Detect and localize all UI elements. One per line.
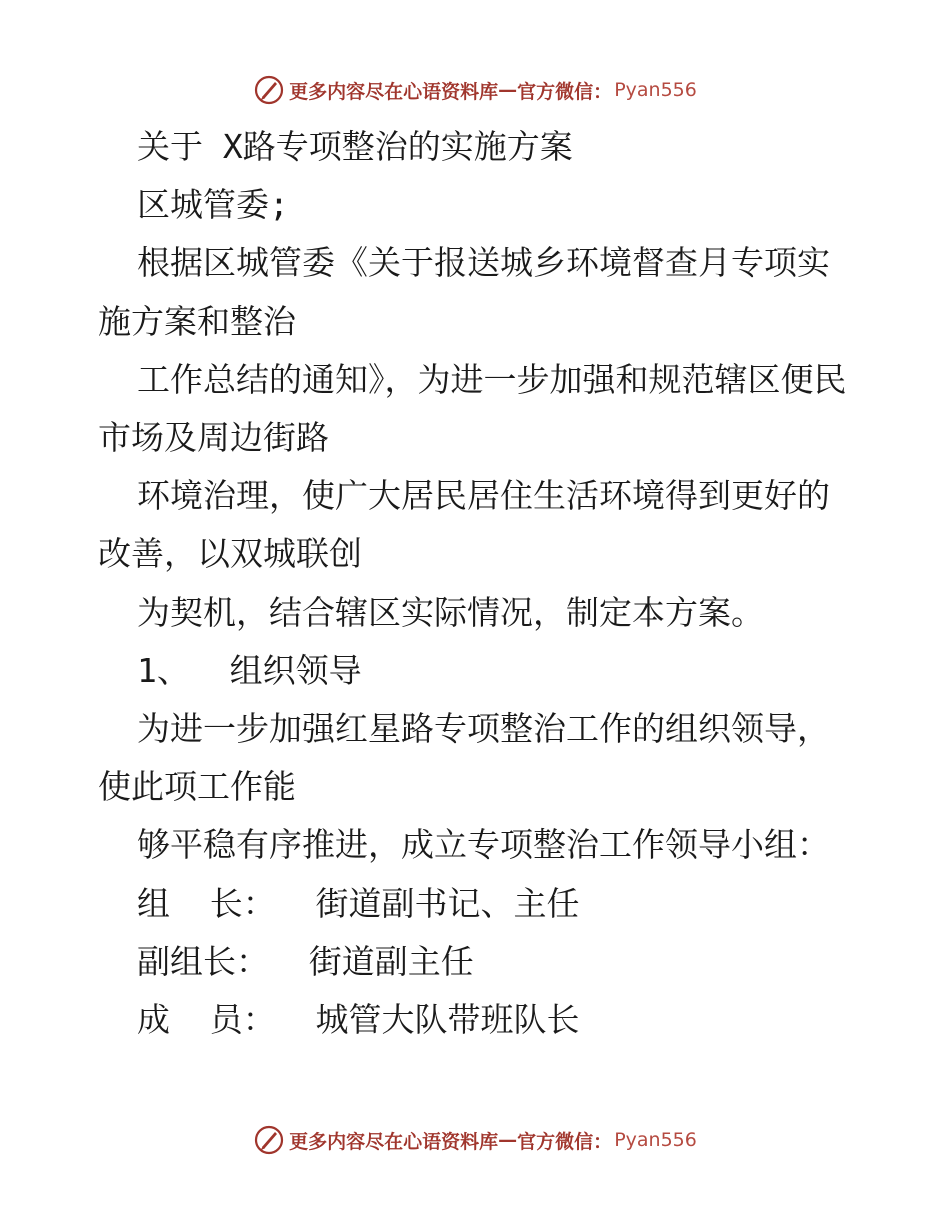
paragraph: 为进一步加强红星路专项整治工作的组织领导，使此项工作能	[98, 709, 830, 807]
watermark-dash: —	[498, 79, 518, 101]
watermark-wechat-label: 官方微信：	[517, 1130, 613, 1153]
paragraph: 根据区城管委《关于报送城乡环境督查月专项实施方案和整治	[98, 243, 830, 341]
watermark-banner-bottom	[0, 1120, 950, 1160]
quill-pen-circle-logo-icon	[253, 74, 285, 106]
watermark-brand-text: 更多内容尽在心语资料库	[289, 1130, 499, 1153]
document-title: 关于 X路专项整治的实施方案	[137, 127, 573, 166]
watermark-banner-top	[0, 70, 950, 110]
watermark-wechat-id: Pyan556	[614, 79, 697, 101]
member-line: 组 长： 街道副书记、主任	[137, 883, 580, 923]
paragraph: 为契机，结合辖区实际情况，制定本方案。	[137, 592, 764, 632]
watermark-dash: —	[498, 1129, 518, 1151]
member-line: 副组长： 街道副主任	[137, 941, 474, 981]
paragraph: 工作总结的通知》，为进一步加强和规范辖区便民市场及周边街路	[98, 359, 847, 458]
paragraph: 够平稳有序推进，成立专项整治工作领导小组：	[137, 825, 830, 865]
quill-pen-circle-logo-icon	[253, 1124, 285, 1156]
watermark-wechat-label: 官方微信：	[517, 80, 613, 103]
watermark-wechat-id: Pyan556	[614, 1129, 697, 1151]
watermark-brand-text: 更多内容尽在心语资料库	[289, 80, 499, 103]
paragraph: 环境治理，使广大居民居住生活环境得到更好的改善，以双城联创	[98, 476, 830, 574]
document-body	[98, 118, 858, 1049]
member-line: 成 员： 城管大队带班队长	[137, 1000, 580, 1040]
section-heading: 1、 组织领导	[137, 650, 362, 690]
document-addressee: 区城管委;	[137, 185, 289, 225]
